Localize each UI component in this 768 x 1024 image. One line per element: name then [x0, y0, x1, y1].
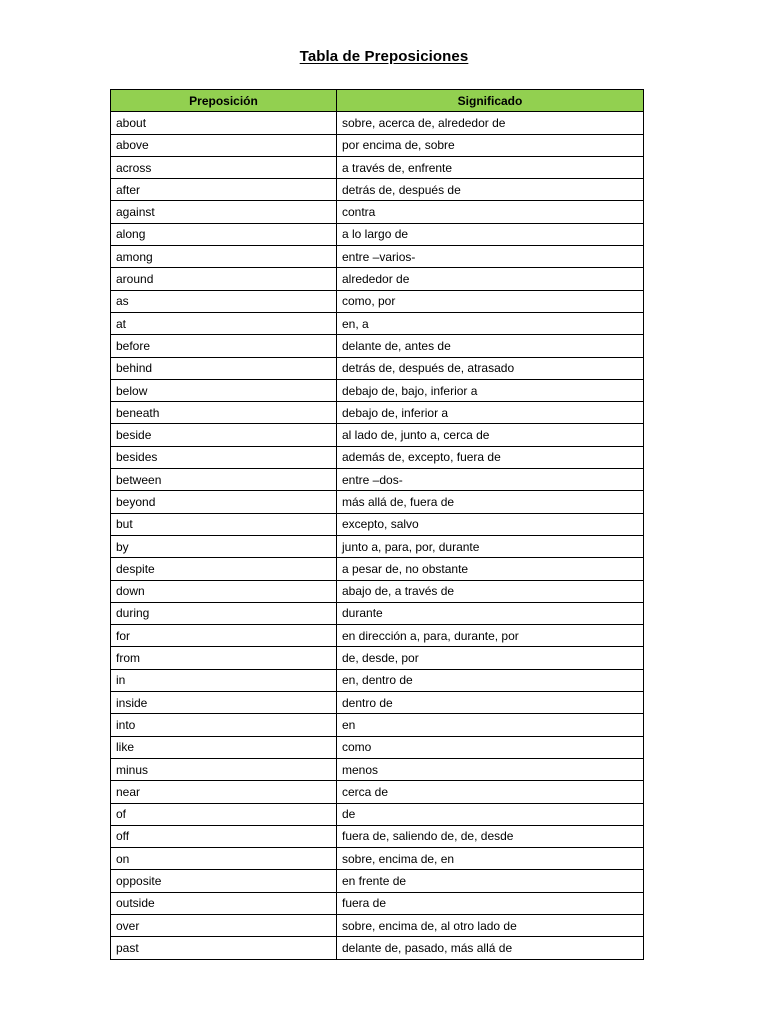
table-row [111, 692, 644, 714]
table-row [111, 223, 644, 245]
meaning-cell: entre –varios- [337, 246, 644, 268]
meaning-cell: abajo de, a través de [337, 580, 644, 602]
meaning-cell: alrededor de [337, 268, 644, 290]
preposition-cell: on [111, 848, 337, 870]
header-row [111, 90, 644, 112]
preposition-cell: for [111, 625, 337, 647]
preposition-cell: of [111, 803, 337, 825]
meaning-cell: entre –dos- [337, 469, 644, 491]
meaning-cell: menos [337, 758, 644, 780]
table-row [111, 870, 644, 892]
meaning-cell: a lo largo de [337, 223, 644, 245]
meaning-cell: debajo de, inferior a [337, 402, 644, 424]
column-header-significado: Significado [337, 90, 644, 112]
preposition-cell: among [111, 246, 337, 268]
preposition-cell: past [111, 937, 337, 959]
table-row [111, 268, 644, 290]
table-row [111, 558, 644, 580]
preposition-cell: around [111, 268, 337, 290]
meaning-cell: en dirección a, para, durante, por [337, 625, 644, 647]
meaning-cell: junto a, para, por, durante [337, 535, 644, 557]
meaning-cell: de [337, 803, 644, 825]
meaning-cell: detrás de, después de [337, 179, 644, 201]
table-row [111, 112, 644, 134]
meaning-cell: excepto, salvo [337, 513, 644, 535]
meaning-cell: durante [337, 602, 644, 624]
table-row [111, 781, 644, 803]
preposition-cell: opposite [111, 870, 337, 892]
table-row [111, 736, 644, 758]
table-row [111, 803, 644, 825]
preposition-cell: before [111, 335, 337, 357]
preposition-cell: behind [111, 357, 337, 379]
table-row [111, 446, 644, 468]
meaning-cell: debajo de, bajo, inferior a [337, 379, 644, 401]
meaning-cell: contra [337, 201, 644, 223]
meaning-cell: delante de, pasado, más allá de [337, 937, 644, 959]
meaning-cell: al lado de, junto a, cerca de [337, 424, 644, 446]
meaning-cell: cerca de [337, 781, 644, 803]
preposition-cell: after [111, 179, 337, 201]
preposition-cell: off [111, 825, 337, 847]
meaning-cell: sobre, acerca de, alrededor de [337, 112, 644, 134]
preposition-cell: like [111, 736, 337, 758]
meaning-cell: sobre, encima de, en [337, 848, 644, 870]
table-row [111, 379, 644, 401]
table-row [111, 312, 644, 334]
table-row [111, 246, 644, 268]
preposition-cell: during [111, 602, 337, 624]
preposition-cell: about [111, 112, 337, 134]
table-row [111, 669, 644, 691]
table-row [111, 357, 644, 379]
column-header-preposicion: Preposición [111, 90, 337, 112]
table-row [111, 647, 644, 669]
table-row [111, 201, 644, 223]
preposition-cell: between [111, 469, 337, 491]
preposition-cell: above [111, 134, 337, 156]
table-row [111, 892, 644, 914]
meaning-cell: como, por [337, 290, 644, 312]
table-row [111, 758, 644, 780]
prepositions-table [110, 89, 644, 960]
preposition-cell: across [111, 156, 337, 178]
table-row [111, 402, 644, 424]
table-header [111, 90, 644, 112]
preposition-cell: as [111, 290, 337, 312]
meaning-cell: a pesar de, no obstante [337, 558, 644, 580]
table-row [111, 335, 644, 357]
meaning-cell: en [337, 714, 644, 736]
table-row [111, 848, 644, 870]
table-row [111, 580, 644, 602]
preposition-cell: into [111, 714, 337, 736]
preposition-cell: beyond [111, 491, 337, 513]
meaning-cell: de, desde, por [337, 647, 644, 669]
meaning-cell: como [337, 736, 644, 758]
meaning-cell: más allá de, fuera de [337, 491, 644, 513]
table-row [111, 714, 644, 736]
meaning-cell: fuera de, saliendo de, de, desde [337, 825, 644, 847]
meaning-cell: fuera de [337, 892, 644, 914]
preposition-cell: beside [111, 424, 337, 446]
table-row [111, 179, 644, 201]
preposition-cell: at [111, 312, 337, 334]
table-row [111, 535, 644, 557]
preposition-cell: along [111, 223, 337, 245]
preposition-cell: over [111, 914, 337, 936]
page-title: Tabla de Preposiciones [299, 48, 469, 65]
preposition-cell: minus [111, 758, 337, 780]
table-row [111, 914, 644, 936]
preposition-cell: beneath [111, 402, 337, 424]
meaning-cell: sobre, encima de, al otro lado de [337, 914, 644, 936]
preposition-cell: but [111, 513, 337, 535]
meaning-cell: en frente de [337, 870, 644, 892]
meaning-cell: en, dentro de [337, 669, 644, 691]
preposition-cell: against [111, 201, 337, 223]
meaning-cell: por encima de, sobre [337, 134, 644, 156]
table-row [111, 424, 644, 446]
preposition-cell: outside [111, 892, 337, 914]
meaning-cell: dentro de [337, 692, 644, 714]
preposition-cell: by [111, 535, 337, 557]
table-row [111, 134, 644, 156]
meaning-cell: delante de, antes de [337, 335, 644, 357]
meaning-cell: a través de, enfrente [337, 156, 644, 178]
table-row [111, 602, 644, 624]
table-row [111, 625, 644, 647]
table-row [111, 156, 644, 178]
preposition-cell: below [111, 379, 337, 401]
table-row [111, 491, 644, 513]
preposition-cell: inside [111, 692, 337, 714]
preposition-cell: down [111, 580, 337, 602]
preposition-cell: near [111, 781, 337, 803]
preposition-cell: despite [111, 558, 337, 580]
meaning-cell: detrás de, después de, atrasado [337, 357, 644, 379]
table-row [111, 513, 644, 535]
meaning-cell: en, a [337, 312, 644, 334]
table-row [111, 825, 644, 847]
table-row [111, 937, 644, 959]
preposition-cell: in [111, 669, 337, 691]
preposition-cell: from [111, 647, 337, 669]
table-row [111, 469, 644, 491]
table-body [111, 112, 644, 959]
table-row [111, 290, 644, 312]
meaning-cell: además de, excepto, fuera de [337, 446, 644, 468]
preposition-cell: besides [111, 446, 337, 468]
